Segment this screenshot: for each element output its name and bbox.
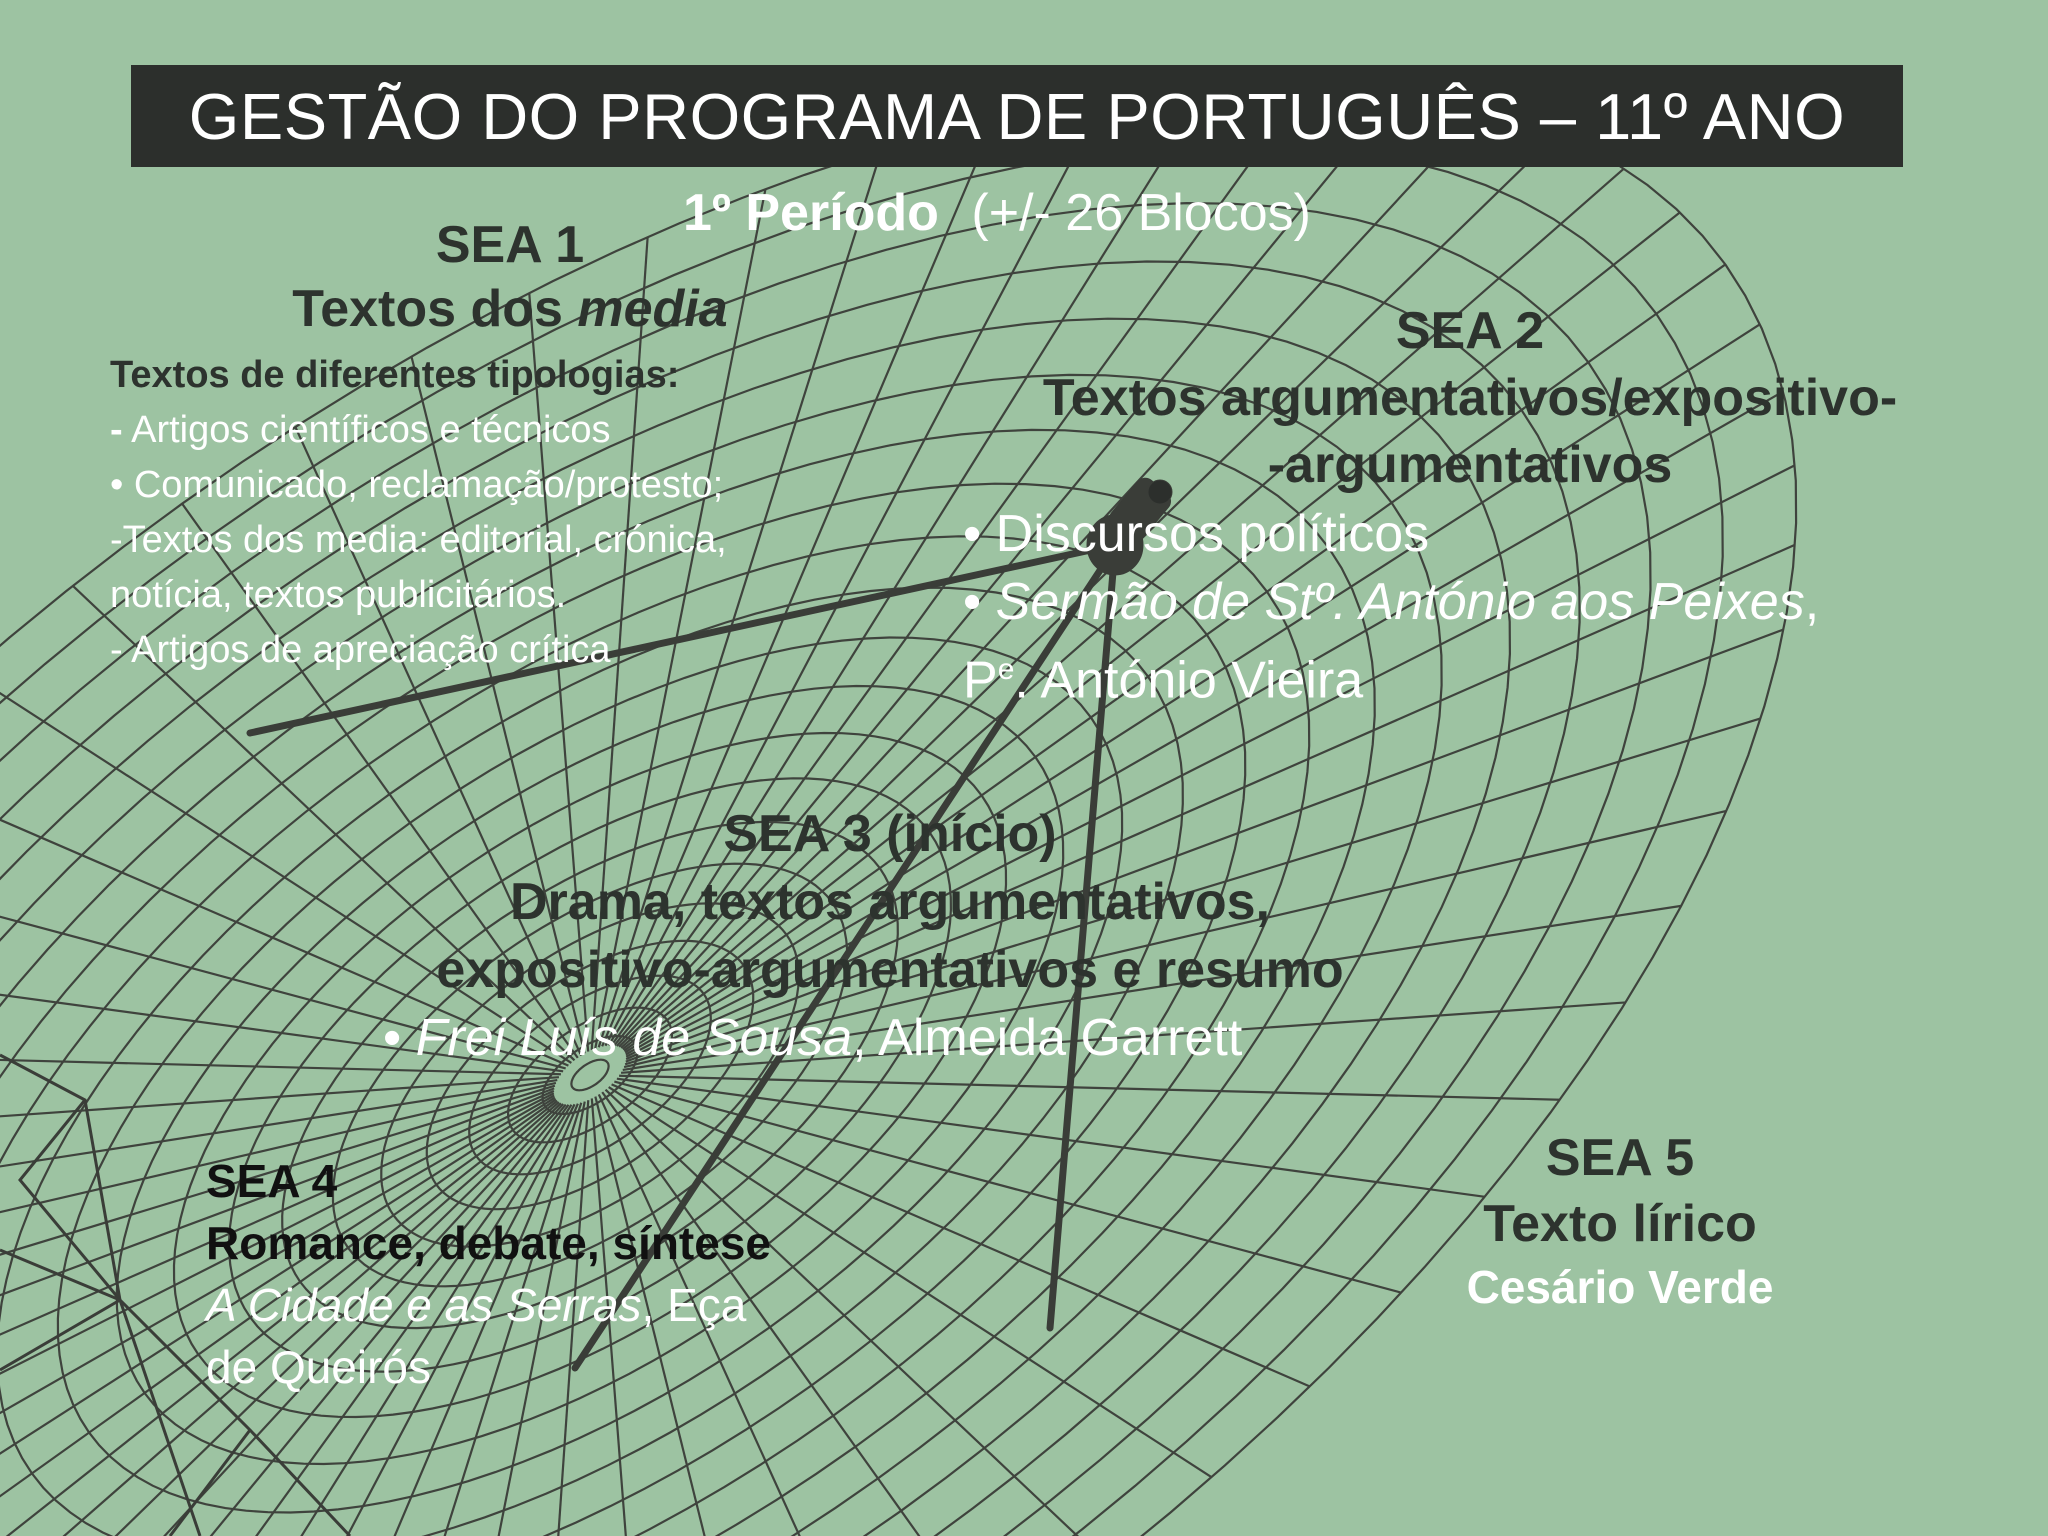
sea2-item2-italic: Sermão de Stº. António aos Peixes bbox=[995, 573, 1805, 631]
title-bar bbox=[131, 65, 1903, 167]
sea5-block bbox=[1370, 1125, 1870, 1317]
sea1-item: notícia, textos publicitários. bbox=[110, 574, 567, 616]
sea3-header bbox=[340, 800, 1440, 1004]
period-detail: (+/- 26 Blocos) bbox=[971, 184, 1311, 242]
sea1-subtitle-italic: media bbox=[577, 280, 728, 338]
sea2-item2-after: , bbox=[1804, 573, 1820, 631]
sea2-header bbox=[970, 298, 1970, 499]
sea4-item bbox=[206, 1274, 771, 1336]
sea1-item1-text: Artigos científicos e técnicos bbox=[122, 409, 611, 451]
sea1-subtitle-text: Textos dos bbox=[292, 280, 578, 338]
sea2-subtitle-line1: Textos argumentativos/expositivo- bbox=[1042, 369, 1898, 427]
sea2-item1: • Discursos políticos bbox=[963, 505, 1430, 563]
sea2-item2-rest: . António Vieira bbox=[1014, 651, 1364, 710]
bullet: • bbox=[383, 1009, 416, 1067]
sea4-item-line2: de Queirós bbox=[206, 1341, 432, 1393]
sea2-heading: SEA 2 bbox=[1395, 302, 1545, 360]
sea5-author: Cesário Verde bbox=[1466, 1261, 1774, 1313]
sea1-item: • Comunicado, reclamação/protesto; bbox=[110, 464, 724, 506]
sea3-subtitle-line1: Drama, textos argumentativos, bbox=[509, 873, 1271, 931]
sea3-item-italic: Frei Luís de Sousa bbox=[415, 1009, 853, 1067]
sea1-subtitle bbox=[210, 275, 810, 343]
period-label: 1º Período bbox=[683, 184, 939, 242]
sea1-item1-dash: - bbox=[110, 409, 123, 451]
sea1-item: -Textos dos media: editorial, crónica, bbox=[110, 519, 727, 561]
sea3-item bbox=[383, 1004, 1242, 1072]
sea1-item: - Artigos de apreciação crítica bbox=[110, 629, 611, 671]
sea1-intro: Textos de diferentes tipologias: bbox=[110, 354, 680, 396]
sea4-item-rest: , Eça bbox=[641, 1279, 747, 1331]
sea3-item-rest: , Almeida Garrett bbox=[852, 1009, 1243, 1067]
sea4-subtitle: Romance, debate, síntese bbox=[206, 1217, 771, 1269]
sea1-list bbox=[110, 348, 727, 678]
sea2-subtitle-line2: -argumentativos bbox=[1267, 436, 1673, 494]
sea4-item-italic: A Cidade e as Serras bbox=[206, 1279, 642, 1331]
sea2-item2 bbox=[963, 568, 1819, 636]
sea3-heading: SEA 3 (início) bbox=[723, 805, 1057, 863]
sea5-subtitle: Texto lírico bbox=[1483, 1195, 1757, 1253]
sea4-block bbox=[206, 1150, 771, 1398]
sea2-item2-sup: e bbox=[997, 653, 1015, 686]
sea3-subtitle-line2: expositivo-argumentativos e resumo bbox=[436, 941, 1344, 999]
sea2-list bbox=[963, 500, 1819, 714]
sea1-heading: SEA 1 bbox=[435, 216, 585, 274]
page-title: GESTÃO DO PROGRAMA DE PORTUGUÊS – 11º ANO bbox=[188, 79, 1846, 153]
sea5-heading: SEA 5 bbox=[1545, 1129, 1695, 1187]
sea2-item2-line2 bbox=[963, 636, 1819, 714]
sea4-heading: SEA 4 bbox=[206, 1155, 338, 1207]
bullet: • bbox=[963, 573, 996, 631]
sea2-item2-p: P bbox=[963, 651, 998, 710]
sea1-item bbox=[110, 403, 727, 458]
dish-spoke bbox=[0, 1077, 559, 1147]
sea1-header bbox=[210, 215, 810, 343]
